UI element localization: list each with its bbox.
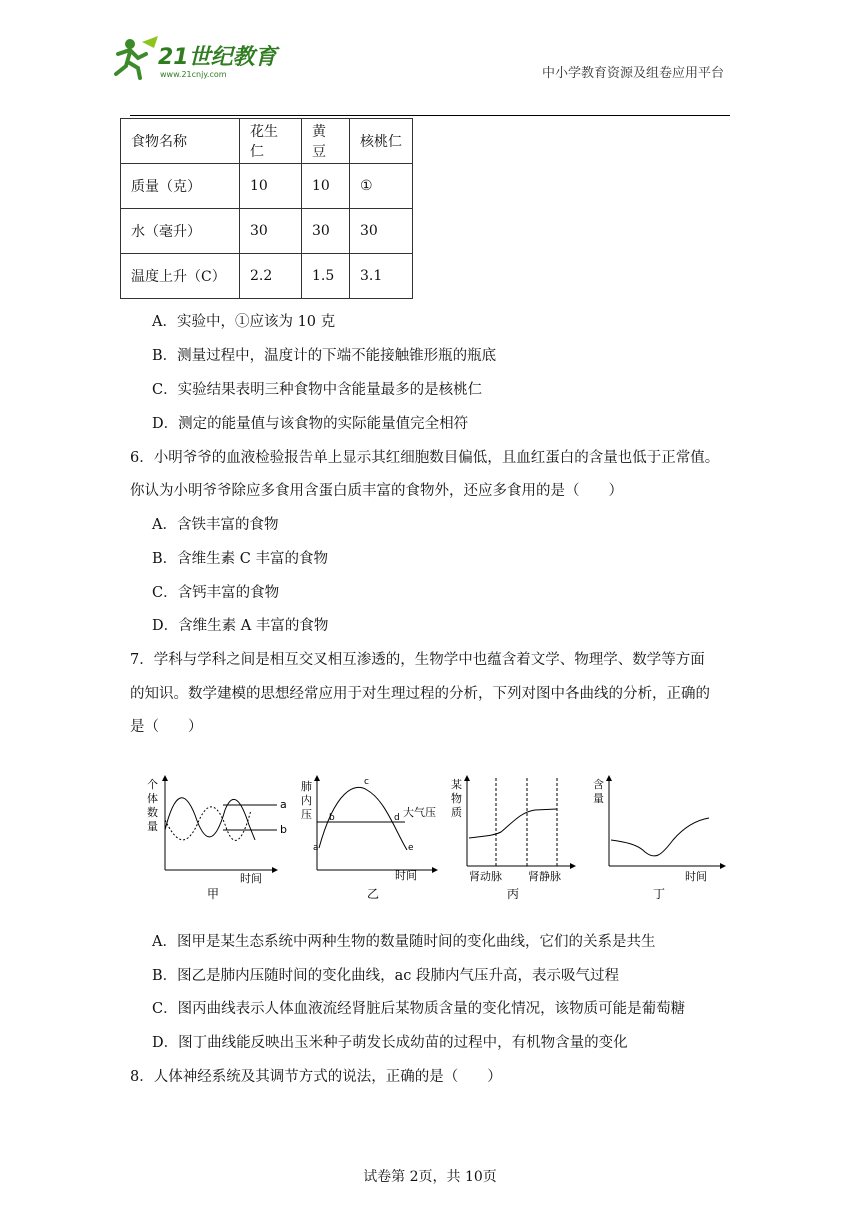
q6-option-c: C．含钙丰富的食物 bbox=[152, 585, 280, 601]
table-cell: 10 bbox=[240, 164, 302, 209]
q5-option-c: C．实验结果表明三种食物中含能量最多的是核桃仁 bbox=[152, 382, 483, 398]
ding-ylabel: 含 bbox=[593, 778, 604, 791]
bing-ylabel: 物 bbox=[451, 792, 462, 805]
jia-ylabel: 量 bbox=[147, 820, 158, 833]
figure-ding bbox=[593, 776, 725, 901]
q7-stem-line1: 7．学科与学科之间是相互交叉相互渗透的，生物学中也蕴含着文学、物理学、数学等方面 bbox=[130, 652, 705, 668]
figure-yi bbox=[301, 776, 437, 901]
table-cell: 花生仁 bbox=[240, 119, 302, 164]
table-cell: 30 bbox=[240, 209, 302, 254]
q7-stem-line2: 的知识。数学建模的思想经常应用于对生理过程的分析，下列对图中各曲线的分析，正确的 bbox=[130, 686, 710, 702]
yi-label-b: b bbox=[329, 813, 335, 823]
table-cell: 30 bbox=[302, 209, 350, 254]
yi-label-e: e bbox=[408, 843, 414, 853]
platform-name: 中小学教育资源及组卷应用平台 bbox=[541, 66, 724, 81]
jia-ylabel: 个 bbox=[147, 778, 158, 791]
yi-label-d: d bbox=[394, 813, 400, 823]
food-energy-table bbox=[120, 118, 413, 299]
table-cell: 10 bbox=[302, 164, 350, 209]
q6-stem-line1: 6．小明爷爷的血液检验报告单上显示其红细胞数目偏低，且血红蛋白的含量也低于正常值。 bbox=[130, 450, 720, 466]
q7-option-c: C．图丙曲线表示人体血液流经肾脏后某物质含量的变化情况，该物质可能是葡萄糖 bbox=[152, 1001, 686, 1017]
jia-ylabel: 体 bbox=[147, 792, 158, 805]
table-cell: 1.5 bbox=[302, 254, 350, 299]
figure-bing bbox=[451, 776, 575, 901]
jia-label-b: b bbox=[280, 823, 287, 836]
jia-curve-solid bbox=[165, 798, 255, 840]
q7-figures bbox=[145, 770, 735, 910]
table-cell: 水（毫升） bbox=[121, 209, 240, 254]
q7-option-d: D．图丁曲线能反映出玉米种子萌发长成幼苗的过程中，有机物含量的变化 bbox=[152, 1035, 628, 1051]
ding-xlabel: 时间 bbox=[685, 870, 707, 883]
q7-option-b: B．图乙是肺内压随时间的变化曲线，ac 段肺内气压升高，表示吸气过程 bbox=[152, 968, 620, 984]
q6-option-d: D．含维生素 A 丰富的食物 bbox=[152, 618, 329, 634]
table-cell: 食物名称 bbox=[121, 119, 240, 164]
table-cell: 2.2 bbox=[240, 254, 302, 299]
yi-atm-label: 大气压 bbox=[403, 806, 436, 819]
yi-ylabel: 肺 bbox=[301, 780, 312, 793]
yi-ylabel: 压 bbox=[301, 808, 312, 821]
table-cell: 30 bbox=[350, 209, 413, 254]
q7-stem-line3: 是（ ） bbox=[130, 719, 203, 735]
table-row bbox=[121, 164, 413, 209]
bing-caption: 丙 bbox=[507, 887, 520, 901]
ding-ylabel: 量 bbox=[593, 792, 604, 805]
yi-caption: 乙 bbox=[367, 887, 380, 901]
table-row bbox=[121, 209, 413, 254]
ding-curve bbox=[611, 818, 709, 856]
logo-url: www.21cnjy.com bbox=[160, 70, 227, 79]
bing-ylabel: 质 bbox=[451, 806, 462, 819]
jia-label-a: a bbox=[280, 798, 287, 811]
table-row bbox=[121, 119, 413, 164]
yi-xlabel: 时间 bbox=[395, 869, 417, 882]
page-footer: 试卷第 2页，共 10页 bbox=[363, 1169, 497, 1185]
bing-xlabel-1: 肾动脉 bbox=[469, 870, 502, 883]
jia-ylabel: 数 bbox=[147, 806, 158, 819]
jia-caption: 甲 bbox=[207, 887, 220, 901]
page-header bbox=[0, 0, 860, 118]
yi-label-a: a bbox=[313, 843, 319, 853]
bing-curve bbox=[469, 809, 557, 838]
bing-xlabel-2: 肾静脉 bbox=[528, 870, 561, 883]
table-cell: 质量（克） bbox=[121, 164, 240, 209]
q5-option-b: B．测量过程中，温度计的下端不能接触锥形瓶的瓶底 bbox=[152, 348, 497, 364]
logo-text: 21世纪教育 bbox=[158, 45, 277, 70]
yi-ylabel: 内 bbox=[301, 794, 312, 807]
header-rule bbox=[130, 115, 730, 116]
table-cell: 3.1 bbox=[350, 254, 413, 299]
q6-option-b: B．含维生素 C 丰富的食物 bbox=[152, 551, 328, 567]
q6-stem-line2: 你认为小明爷爷除应多食用含蛋白质丰富的食物外，还应多食用的是（ ） bbox=[130, 483, 623, 499]
table-row bbox=[121, 254, 413, 299]
yi-label-c: c bbox=[364, 777, 369, 787]
table-cell: 黄豆 bbox=[302, 119, 350, 164]
jia-curve-dashed bbox=[165, 807, 251, 841]
q6-option-a: A．含铁丰富的食物 bbox=[152, 517, 279, 533]
table-cell: 核桃仁 bbox=[350, 119, 413, 164]
table-cell: 温度上升（C） bbox=[121, 254, 240, 299]
q5-option-a: A．实验中，①应该为 10 克 bbox=[152, 314, 336, 330]
site-logo bbox=[108, 34, 288, 82]
ding-caption: 丁 bbox=[653, 887, 666, 901]
q5-option-d: D．测定的能量值与该食物的实际能量值完全相符 bbox=[152, 416, 469, 432]
q8-stem: 8．人体神经系统及其调节方式的说法，正确的是（ ） bbox=[130, 1069, 502, 1085]
q7-option-a: A．图甲是某生态系统中两种生物的数量随时间的变化曲线，它们的关系是共生 bbox=[152, 934, 656, 950]
bing-ylabel: 某 bbox=[451, 778, 462, 791]
figure-jia bbox=[147, 776, 287, 901]
runner-icon bbox=[116, 36, 158, 78]
table-cell: ① bbox=[350, 164, 413, 209]
jia-xlabel: 时间 bbox=[240, 872, 262, 885]
